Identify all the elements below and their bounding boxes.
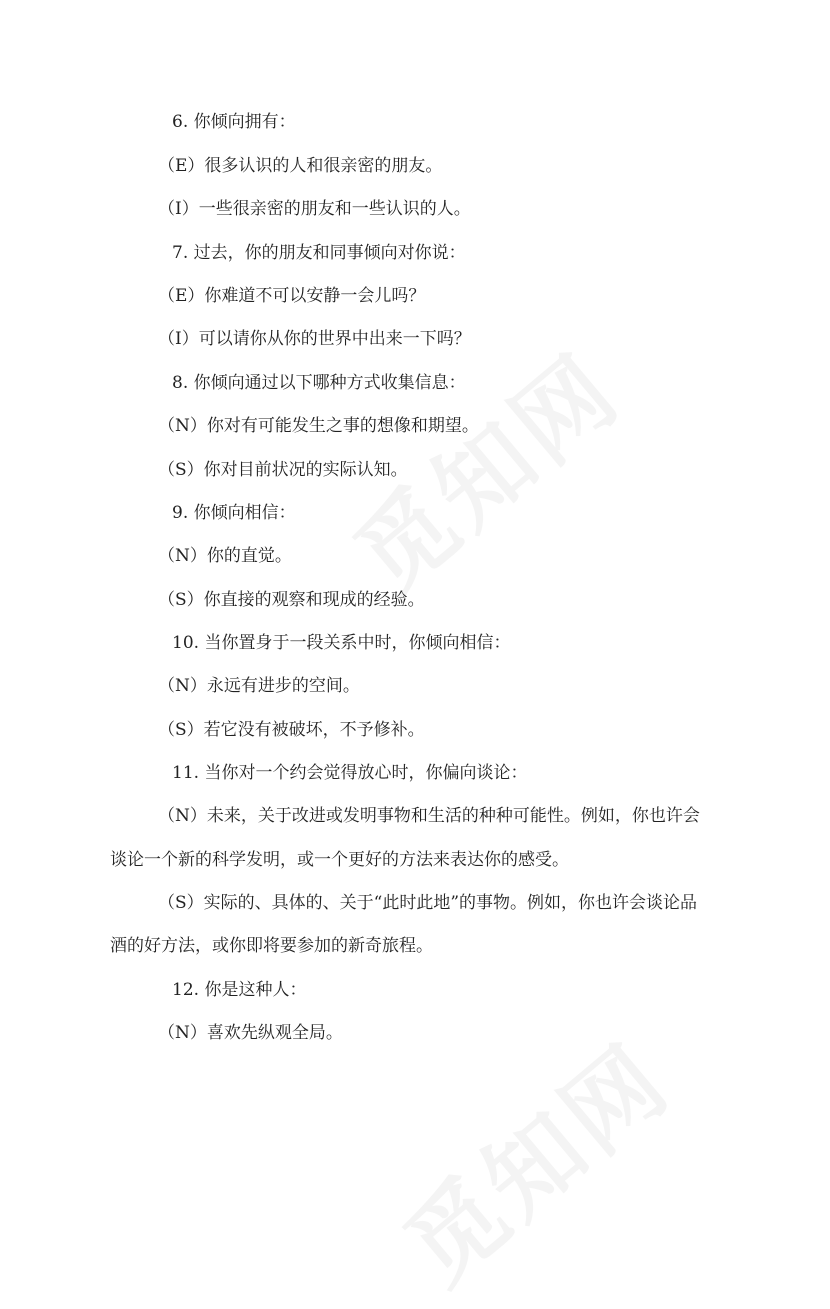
question-12: 12. 你是这种人： [172,980,307,1000]
option-line: （I）一些很亲密的朋友和一些认识的人。 [158,199,471,219]
option-line: （I）可以请你从你的世界中出来一下吗？ [158,329,471,349]
option-line: （S）若它没有被破坏，不予修补。 [158,720,425,740]
option-line: （S）你直接的观察和现成的经验。 [158,590,425,610]
question-6: 6. 你倾向拥有： [172,112,296,132]
watermark-text [372,1008,694,1309]
option-line: （S）实际的、具体的、关于“此时此地”的事物。例如，你也许会谈论品 [158,893,698,913]
option-line-continued: 谈论一个新的科学发明，或一个更好的方法来表达你的感受。 [110,850,569,870]
option-line: （E）你难道不可以安静一会儿吗？ [158,286,426,306]
question-11: 11. 当你对一个约会觉得放心时，你偏向谈论： [172,763,528,783]
option-line: （N）你对有可能发生之事的想像和期望。 [158,416,479,436]
option-line: （N）你的直觉。 [158,546,292,566]
question-10: 10. 当你置身于一段关系中时，你倾向相信： [172,633,511,653]
option-line: （N）永远有进步的空间。 [158,676,360,696]
option-line: （E）很多认识的人和很亲密的朋友。 [158,156,443,176]
option-line: （S）你对目前状况的实际认知。 [158,460,408,480]
question-7: 7. 过去，你的朋友和同事倾向对你说： [172,243,466,263]
question-9: 9. 你倾向相信： [172,503,296,523]
option-line: （N）喜欢先纵观全局。 [158,1023,343,1043]
option-line: （N）未来，关于改进或发明事物和生活的种种可能性。例如，你也许会 [158,806,700,826]
question-8: 8. 你倾向通过以下哪种方式收集信息： [172,373,466,393]
option-line-continued: 酒的好方法，或你即将要参加的新奇旅程。 [110,936,433,956]
